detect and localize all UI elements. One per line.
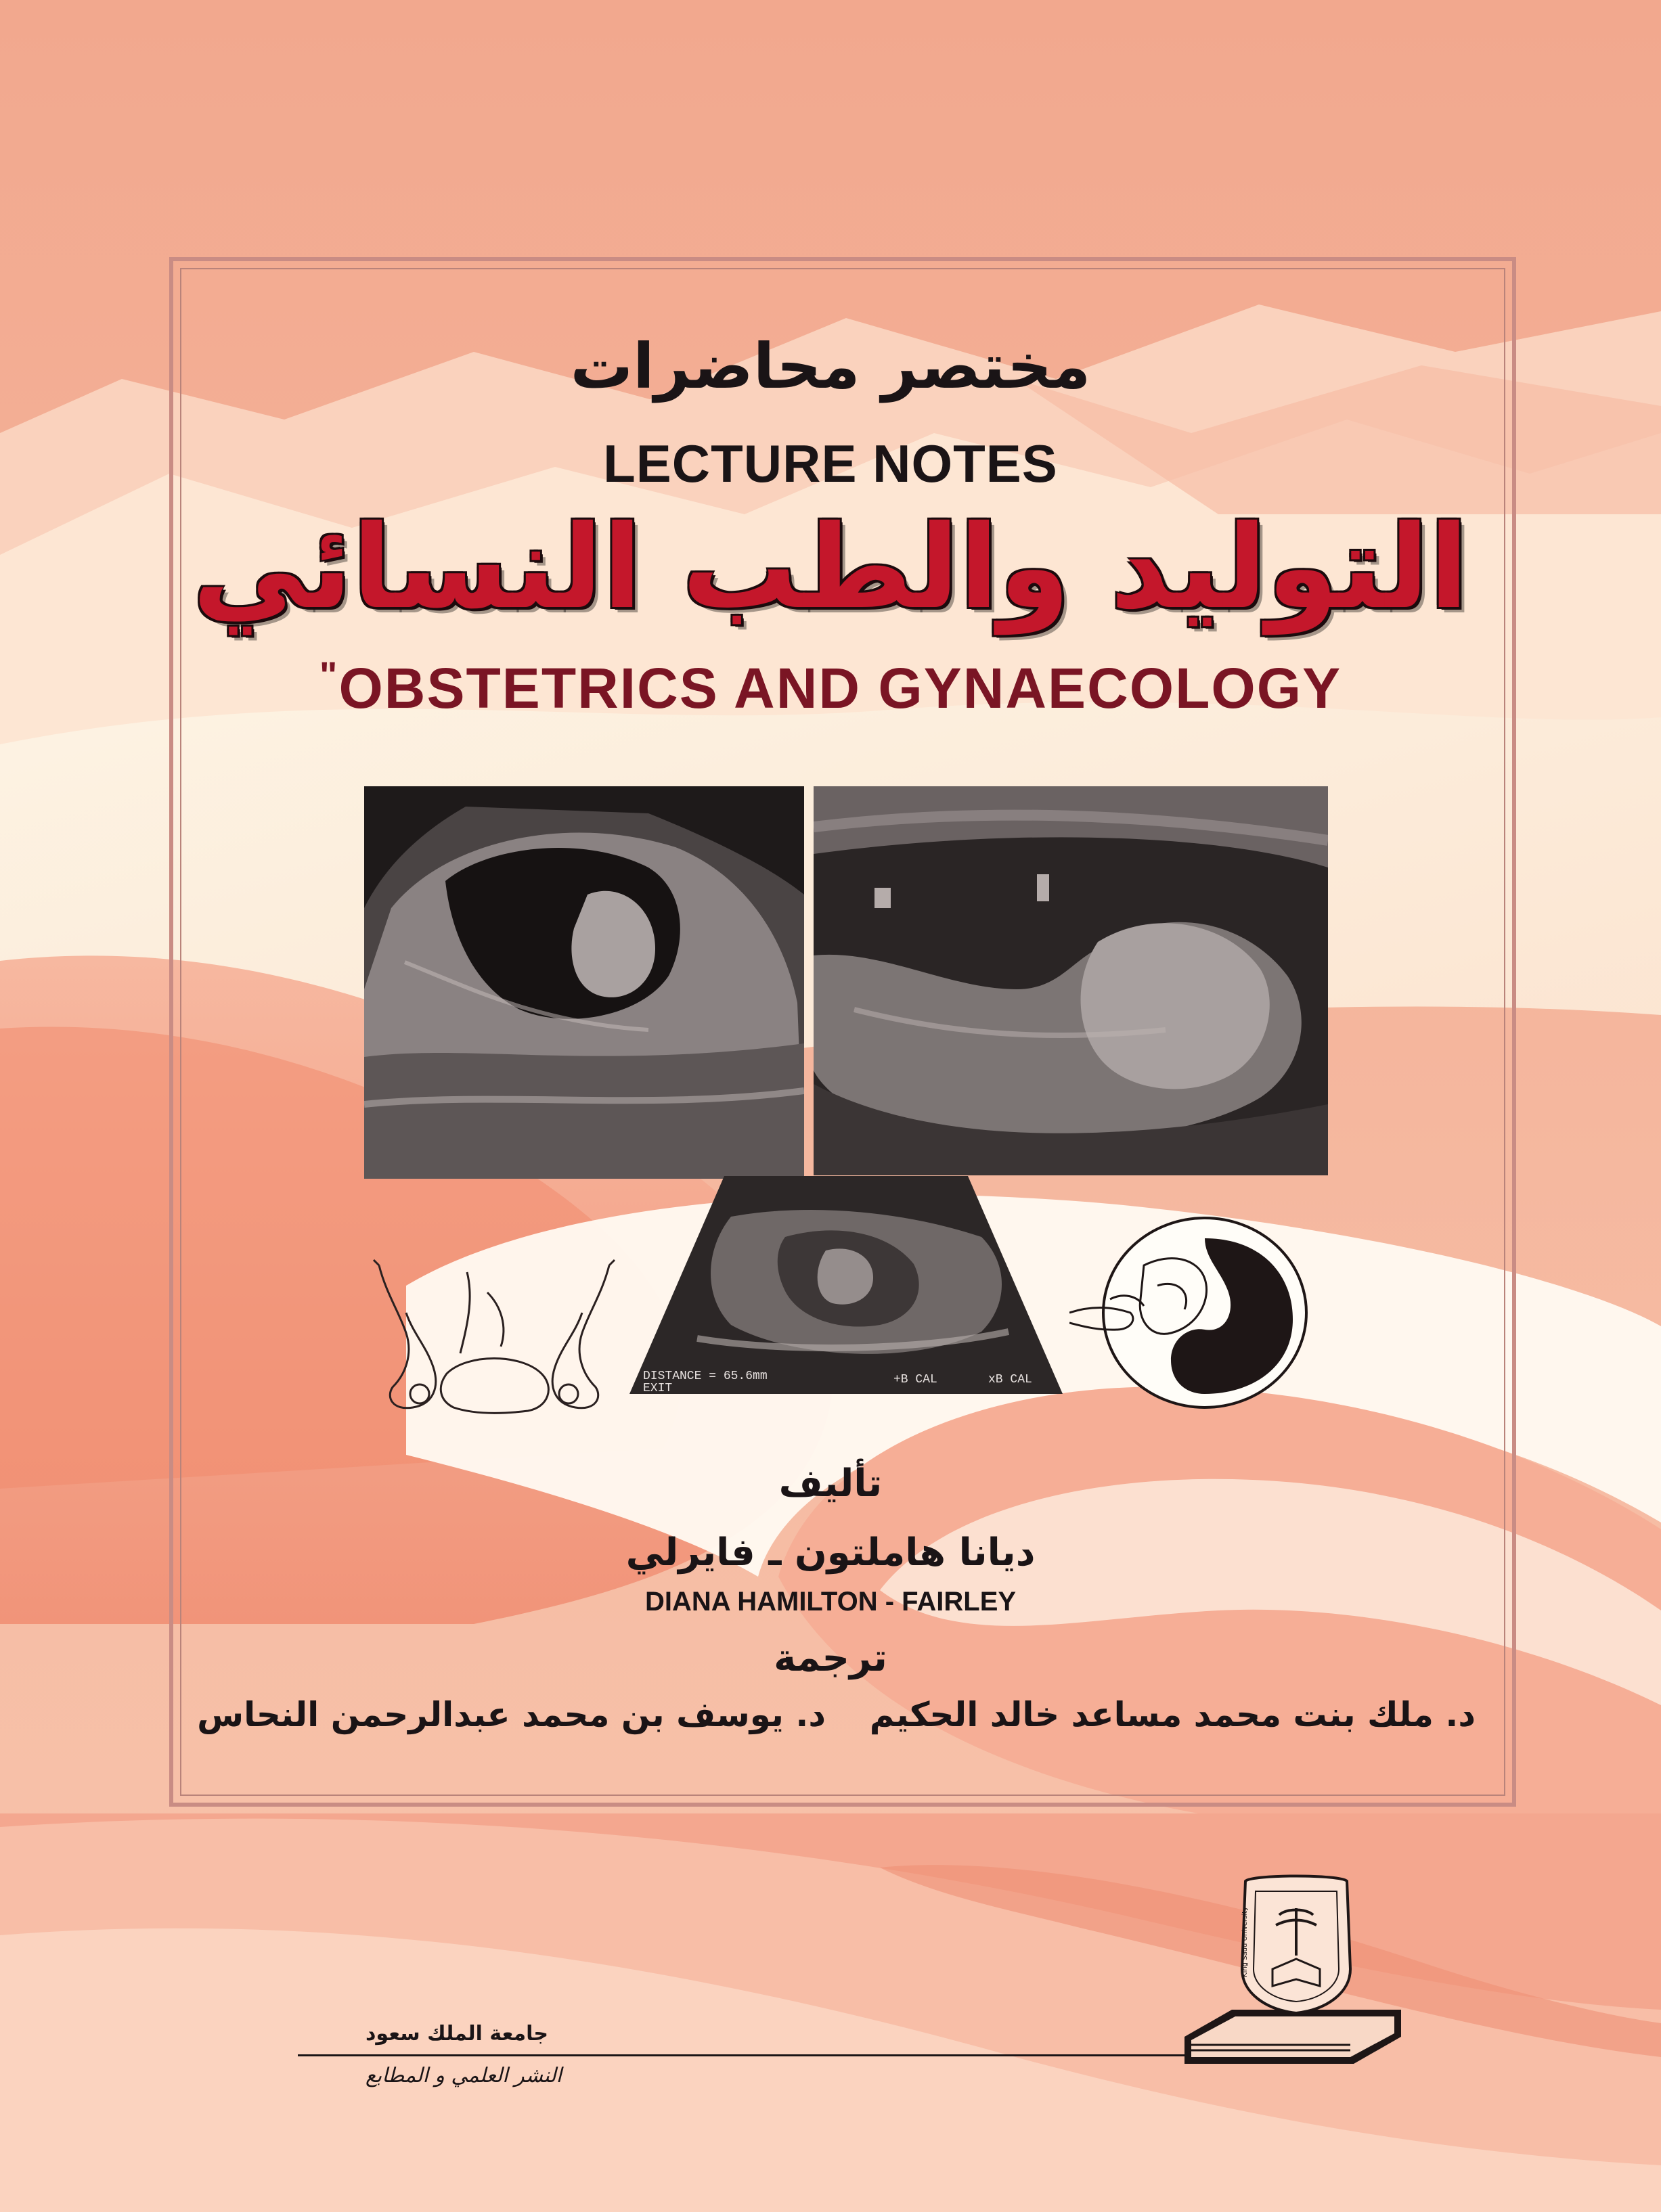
fetus-uterus-drawing — [1069, 1211, 1313, 1414]
publisher-department: النشر العلمي و المطابع — [365, 2064, 562, 2087]
translator-2: د. يوسف بن محمد عبدالرحمن النحاس — [197, 1695, 826, 1734]
author-label: تأليف — [778, 1462, 883, 1506]
publisher-university: جامعة الملك سعود — [366, 2022, 548, 2046]
ultrasound-image-right — [814, 786, 1328, 1175]
title-quote-mark: " — [319, 654, 339, 696]
author-name-arabic: ديانا هاملتون ـ فايرلي — [625, 1531, 1036, 1575]
ultrasound-image-left — [364, 786, 804, 1179]
pelvic-anatomy-drawing — [366, 1252, 623, 1414]
university-logo — [1178, 1868, 1408, 2098]
translator-1: د. ملك بنت محمد مساعد خالد الحكيم — [869, 1695, 1476, 1734]
series-title-english: LECTURE NOTES — [603, 434, 1058, 493]
book-title-arabic: التوليد والطب النسائي — [192, 501, 1469, 635]
ultrasound-image-bottom — [629, 1176, 1063, 1394]
book-title-english-text: OBSTETRICS AND GYNAECOLOGY — [338, 656, 1342, 720]
distance-readout: DISTANCE = 65.6mm — [643, 1370, 768, 1383]
exit-label: EXIT — [643, 1382, 673, 1394]
publisher-divider — [298, 2054, 1232, 2056]
cal-label-2: xB CAL — [988, 1373, 1032, 1386]
author-name-english: DIANA HAMILTON - FAIRLEY — [644, 1587, 1017, 1617]
cal-label-1: +B CAL — [893, 1373, 937, 1386]
series-title-arabic: مختصر محاضرات — [570, 330, 1091, 403]
translation-label: ترجمة — [774, 1636, 887, 1680]
seal-text: King Saud University — [1241, 1907, 1249, 1977]
book-title-english — [0, 653, 1661, 721]
